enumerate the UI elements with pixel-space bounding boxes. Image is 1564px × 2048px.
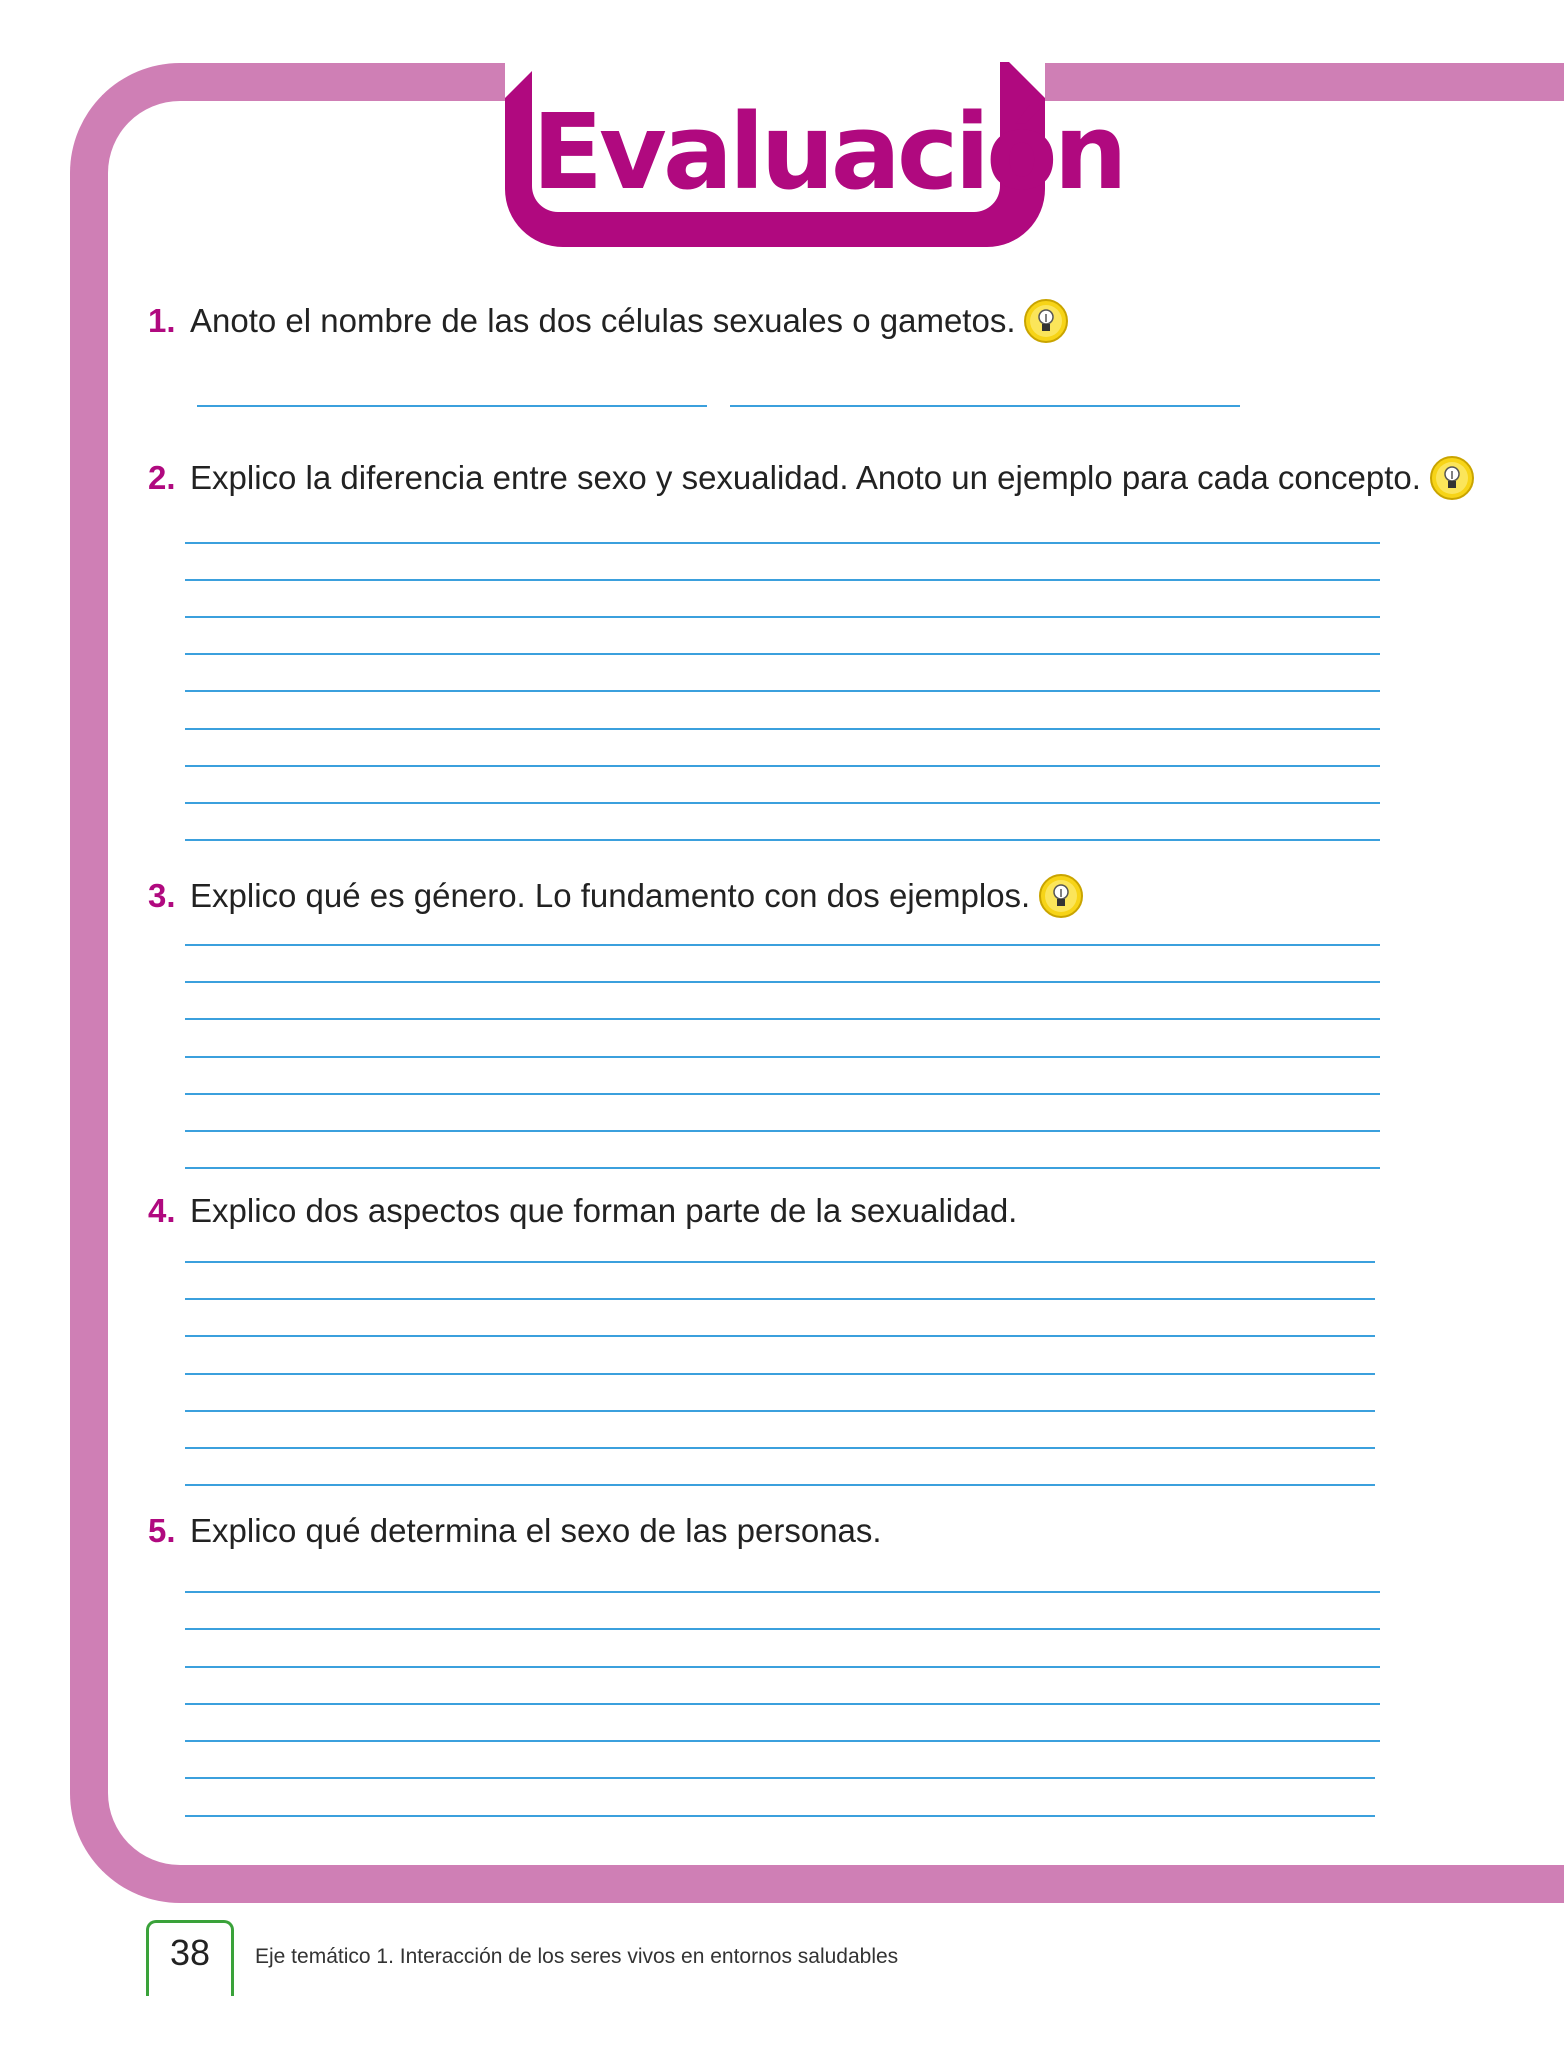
question-3 xyxy=(148,873,1084,919)
answer-line[interactable] xyxy=(185,1484,1375,1486)
answer-line[interactable] xyxy=(185,1777,1375,1779)
question-4 xyxy=(148,1192,1017,1230)
answer-line[interactable] xyxy=(730,405,1240,407)
question-number: 1. xyxy=(148,302,176,339)
question-text: Explico la diferencia entre sexo y sexualidad. Anoto un ejemplo para cada concepto. xyxy=(190,459,1421,496)
question-number: 5. xyxy=(148,1512,176,1549)
answer-line[interactable] xyxy=(185,1093,1380,1095)
answer-line[interactable] xyxy=(185,1056,1380,1058)
answer-line[interactable] xyxy=(185,542,1380,544)
page-title: Evaluación xyxy=(532,91,1124,213)
answer-line[interactable] xyxy=(185,1447,1375,1449)
answer-line[interactable] xyxy=(197,405,707,407)
answer-line[interactable] xyxy=(185,1018,1380,1020)
answer-line[interactable] xyxy=(185,1261,1375,1263)
answer-line[interactable] xyxy=(185,1815,1375,1817)
answer-line[interactable] xyxy=(185,1740,1380,1742)
lightbulb-icon xyxy=(1023,298,1069,344)
answer-line[interactable] xyxy=(185,728,1380,730)
answer-line[interactable] xyxy=(185,690,1380,692)
question-text: Explico qué determina el sexo de las personas. xyxy=(190,1512,882,1549)
answer-line[interactable] xyxy=(185,653,1380,655)
answer-line[interactable] xyxy=(185,579,1380,581)
answer-line[interactable] xyxy=(185,839,1380,841)
answer-line[interactable] xyxy=(185,765,1380,767)
question-1 xyxy=(148,298,1069,344)
answer-line[interactable] xyxy=(185,1591,1380,1593)
answer-line[interactable] xyxy=(185,802,1380,804)
question-text: Explico dos aspectos que forman parte de la sexualidad. xyxy=(190,1192,1018,1229)
answer-line[interactable] xyxy=(185,1703,1380,1705)
question-text: Anoto el nombre de las dos células sexuales o gametos. xyxy=(190,302,1016,339)
question-number: 2. xyxy=(148,459,176,496)
answer-line[interactable] xyxy=(185,1628,1380,1630)
lightbulb-icon xyxy=(1429,455,1475,501)
answer-line[interactable] xyxy=(185,944,1380,946)
question-5 xyxy=(148,1512,882,1550)
lightbulb-icon xyxy=(1038,873,1084,919)
answer-line[interactable] xyxy=(185,981,1380,983)
answer-line[interactable] xyxy=(185,1373,1375,1375)
question-number: 4. xyxy=(148,1192,176,1229)
answer-line[interactable] xyxy=(185,1167,1380,1169)
question-text: Explico qué es género. Lo fundamento con dos ejemplos. xyxy=(190,877,1031,914)
answer-line[interactable] xyxy=(185,1410,1375,1412)
footer-text: Eje temático 1. Interacción de los seres vivos en entornos saludables xyxy=(255,1945,899,1968)
answer-line[interactable] xyxy=(185,1335,1375,1337)
page-number: 38 xyxy=(146,1920,234,1996)
answer-line[interactable] xyxy=(185,616,1380,618)
answer-line[interactable] xyxy=(185,1130,1380,1132)
question-2 xyxy=(148,455,1475,501)
question-number: 3. xyxy=(148,877,176,914)
answer-line[interactable] xyxy=(185,1666,1380,1668)
answer-line[interactable] xyxy=(185,1298,1375,1300)
